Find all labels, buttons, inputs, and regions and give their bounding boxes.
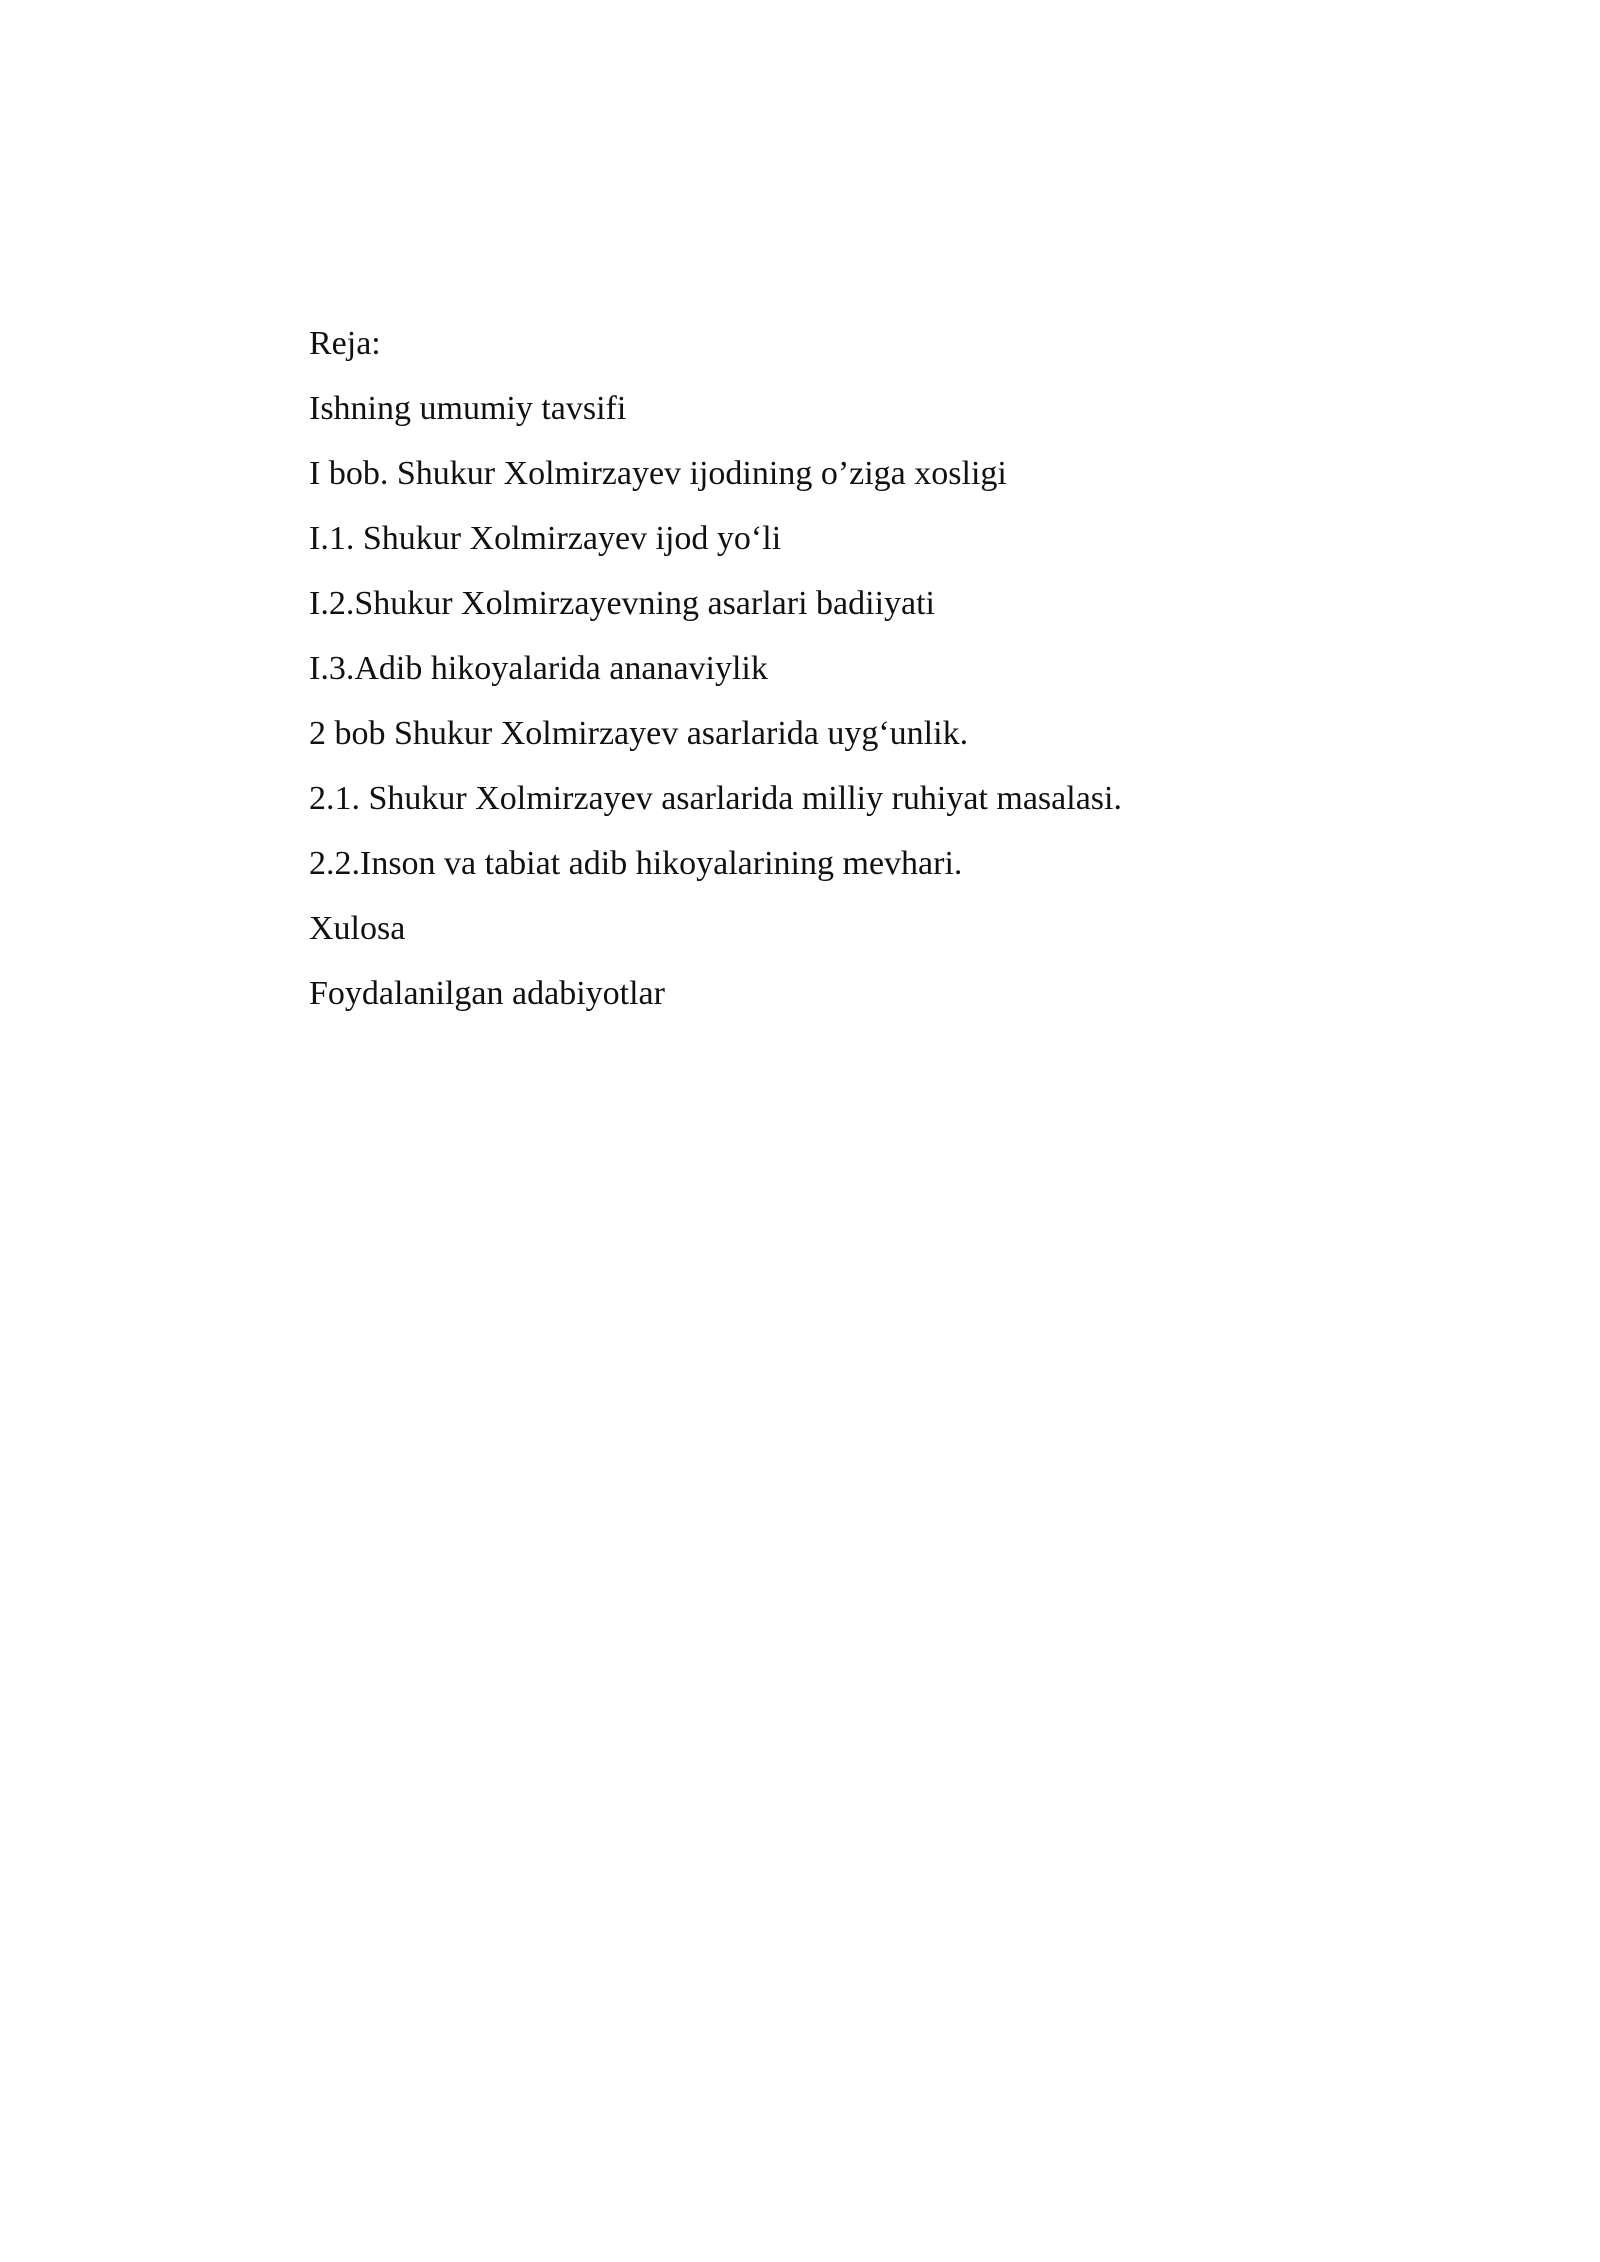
plan-item: Ishning umumiy tavsifi xyxy=(309,390,627,427)
plan-item: I.2.Shukur Xolmirzayevning asarlari badiiyati xyxy=(309,585,935,622)
plan-item: I.3.Adib hikoyalarida ananaviylik xyxy=(309,650,768,687)
plan-item: I.1. Shukur Xolmirzayev ijod yo‘li xyxy=(309,520,782,557)
plan-item: 2.1. Shukur Xolmirzayev asarlarida milliy ruhiyat masalasi. xyxy=(309,780,1122,817)
plan-item: I bob. Shukur Xolmirzayev ijodining o’ziga xosligi xyxy=(309,455,1007,492)
plan-item: Foydalanilgan adabiyotlar xyxy=(309,975,665,1012)
plan-list xyxy=(309,322,1409,1037)
plan-item: Xulosa xyxy=(309,910,406,947)
plan-item: 2 bob Shukur Xolmirzayev asarlarida uyg‘unlik. xyxy=(309,715,969,752)
plan-item: 2.2.Inson va tabiat adib hikoyalarining mevhari. xyxy=(309,845,963,882)
plan-heading: Reja: xyxy=(309,325,381,362)
